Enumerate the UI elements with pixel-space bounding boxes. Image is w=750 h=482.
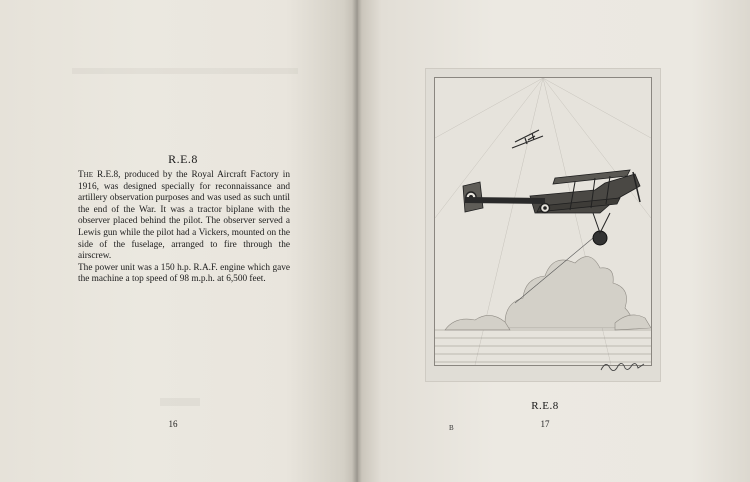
- page-number-right: 17: [540, 419, 550, 429]
- book-gutter: [352, 0, 362, 482]
- main-aircraft: [463, 170, 640, 245]
- page-number-left: 16: [168, 419, 178, 429]
- paragraph-1: [78, 170, 290, 263]
- artist-signature: [598, 356, 648, 376]
- etching-plate: [434, 77, 652, 366]
- page-title: R.E.8: [168, 152, 198, 166]
- plate-caption: R.E.8: [531, 400, 559, 412]
- show-through-bottom: [160, 398, 200, 406]
- clouds: [445, 257, 651, 330]
- distant-aircraft: [512, 130, 543, 148]
- paragraph-1-text: R.E.8, produced by the Royal Aircraft Factory in 1916, was designed specially for reconnaissance and artillery observation purposes and was used as such until the end of the War. It was a tractor biplane with the observer placed behind the pilot. The observer served a Lewis gun while the pilot had a Vickers, mounted on the side of the fuselage, arranged to fire through the airscrew.: [78, 170, 290, 262]
- paragraph-2: The power unit was a 150 h.p. R.A.F. engine which gave the machine a top speed of 98 m.p.h. at 6,500 feet.: [78, 262, 290, 285]
- signature-mark: B: [449, 424, 454, 432]
- paragraph-lead: The: [78, 170, 94, 180]
- left-page: [0, 0, 358, 482]
- body-text: [78, 170, 290, 286]
- biplane-etching: [435, 78, 651, 365]
- show-through: [72, 68, 298, 74]
